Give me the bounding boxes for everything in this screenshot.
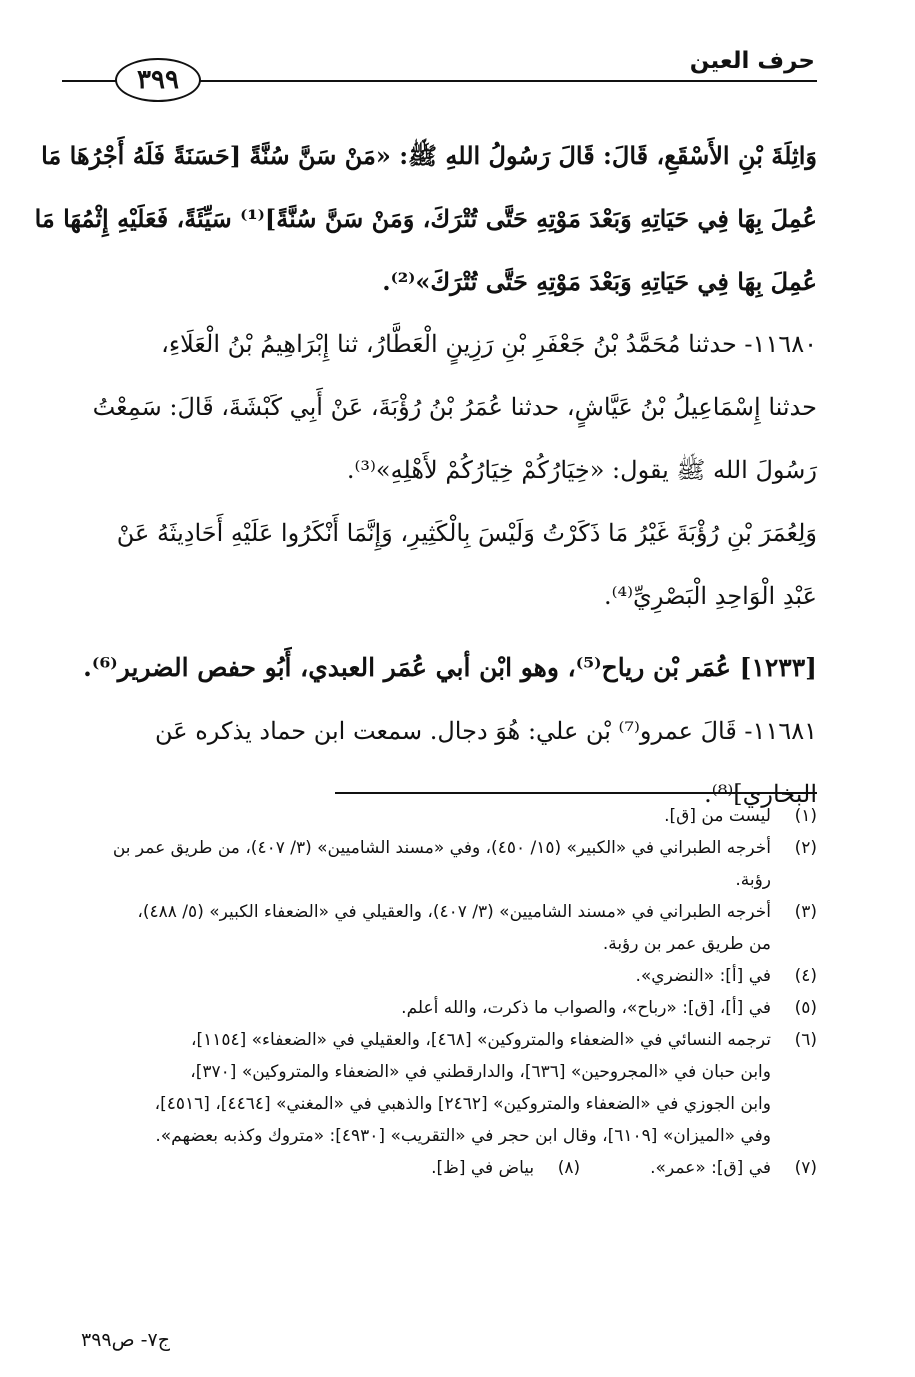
footnote-separator <box>335 792 817 794</box>
footnote-text: في [أ]، [ق]: «رباح»، والصواب ما ذكرت، والله أعلم. <box>401 998 771 1018</box>
footnote-continuation: وفي «الميزان» [٦١٠٩]، وقال ابن حجر في «التقريب» [٤٩٣٠]: «متروك وكذبه بعضهم». <box>155 1126 771 1146</box>
footnotes <box>62 800 817 1184</box>
volume-page-reference: ج٧- ص٣٩٩ <box>81 1329 170 1351</box>
footnote-text: أخرجه الطبراني في «مسند الشاميين» (٣/ ٤٠٧)، والعقيلي في «الضعفاء الكبير» (٥/ ٤٨٨)، <box>137 902 771 922</box>
footnote-number: (٦) <box>794 1030 817 1050</box>
hadith-line: البخاري]⁽⁸⁾. <box>704 780 817 808</box>
text-line: وَاثِلَةَ بْنِ الأَسْقَعِ، قَالَ: قَالَ رَسُولُ اللهِ ﷺ: «مَنْ سَنَّ سُنَّةً [حَسَنَةً فَلَهُ أَجْرُهَا مَا <box>41 141 817 170</box>
footnote-continuation: وابن حبان في «المجروحين» [٦٣٦]، والدارقطني في «الضعفاء والمتروكين» [٣٧٠]، <box>190 1062 771 1082</box>
text-line: عُمِلَ بِهَا فِي حَيَاتِهِ وَبَعْدَ مَوْتِهِ حَتَّى تُتْرَكَ، وَمَنْ سَنَّ سُنَّةً]⁽¹⁾ سَيِّئَةً، فَعَلَيْهِ إِثْمُهَا مَا <box>34 204 817 233</box>
footnote-number: (٥) <box>794 998 817 1018</box>
running-header-title: حرف العين <box>689 48 815 74</box>
hadith-line: حدثنا إِسْمَاعِيلُ بْنُ عَيَّاشٍ، حدثنا عُمَرُ بْنُ رُؤْبَةَ، عَنْ أَبِي كَبْشَةَ، قَالَ: سَمِعْتُ <box>92 393 817 421</box>
footnote-item <box>431 1152 580 1184</box>
text-line: عُمِلَ بِهَا فِي حَيَاتِهِ وَبَعْدَ مَوْتِهِ حَتَّى تُتْرَكَ»⁽²⁾. <box>382 267 817 296</box>
main-text <box>34 124 817 826</box>
footnote-continuation: وابن الجوزي في «الضعفاء والمتروكين» [٢٤٦٢] والذهبي في «المغني» [٤٤٦٤]، [٤٥١٦]، <box>154 1094 771 1114</box>
footnote-item <box>62 992 817 1024</box>
footnote-item <box>62 1024 817 1056</box>
hadith-line: عَبْدِ الْوَاحِدِ الْبَصْرِيِّ⁽⁴⁾. <box>603 582 817 610</box>
footnote-text: أخرجه الطبراني في «الكبير» (١٥/ ٤٥٠)، وفي «مسند الشاميين» (٣/ ٤٠٧)، من طريق عمر بن <box>112 838 771 858</box>
footnote-text: في [أ]: «النضري». <box>635 966 771 986</box>
footnote-item <box>650 1152 817 1184</box>
footnote-item <box>62 832 817 864</box>
footnote-item <box>62 960 817 992</box>
hadith-line: ١١٦٨١- قَالَ عمرو⁽⁷⁾ بْن علي: هُوَ دجال. سمعت ابن حماد يذكره عَن <box>155 717 817 745</box>
footnote-text: في [ق]: «عمر». <box>650 1158 771 1178</box>
footnote-continuation: رؤبة. <box>735 870 771 890</box>
footnote-number: (٢) <box>794 838 817 858</box>
hadith-line: ١١٦٨٠- حدثنا مُحَمَّدُ بْنُ جَعْفَرِ بْنِ رَزِينٍ الْعَطَّارُ، ثنا إِبْرَاهِيمُ بْنُ الْعَلَاءِ، <box>161 330 817 358</box>
footnote-number: (٨) <box>557 1158 581 1178</box>
footnote-number: (١) <box>794 806 817 826</box>
footnote-pair <box>62 1152 817 1184</box>
footnote-item <box>62 800 817 832</box>
page-number-badge: ٣٩٩ <box>115 58 201 102</box>
entry-heading: [١٢٣٣] عُمَر بْن رياح⁽⁵⁾، وهو ابْن أبي عُمَر العبدي، أَبُو حفص الضرير⁽⁶⁾. <box>83 653 817 682</box>
hadith-line: وَلِعُمَرَ بْنِ رُؤْبَةَ غَيْرُ مَا ذَكَرْتُ وَلَيْسَ بِالْكَثِيرِ، وَإِنَّمَا أَنْكَرُوا عَلَيْهِ أَحَادِيثَهُ عَنْ <box>116 519 817 547</box>
footnote-continuation: من طريق عمر بن رؤبة. <box>602 934 771 954</box>
footnote-text: ليست من [ق]. <box>664 806 771 826</box>
hadith-line: رَسُولَ الله ﷺ يقول: «خِيَارُكُمْ خِيَارُكُمْ لأَهْلِهِ»⁽³⁾. <box>346 456 817 484</box>
footnote-number: (٧) <box>794 1158 817 1178</box>
footnote-text: ترجمه النسائي في «الضعفاء والمتروكين» [٤٦٨]، والعقيلي في «الضعفاء» [١١٥٤]، <box>190 1030 771 1050</box>
footnote-number: (٤) <box>794 966 817 986</box>
footnote-item <box>62 896 817 928</box>
footnote-number: (٣) <box>794 902 817 922</box>
footnote-text: بياض في [ظ]. <box>431 1158 535 1178</box>
